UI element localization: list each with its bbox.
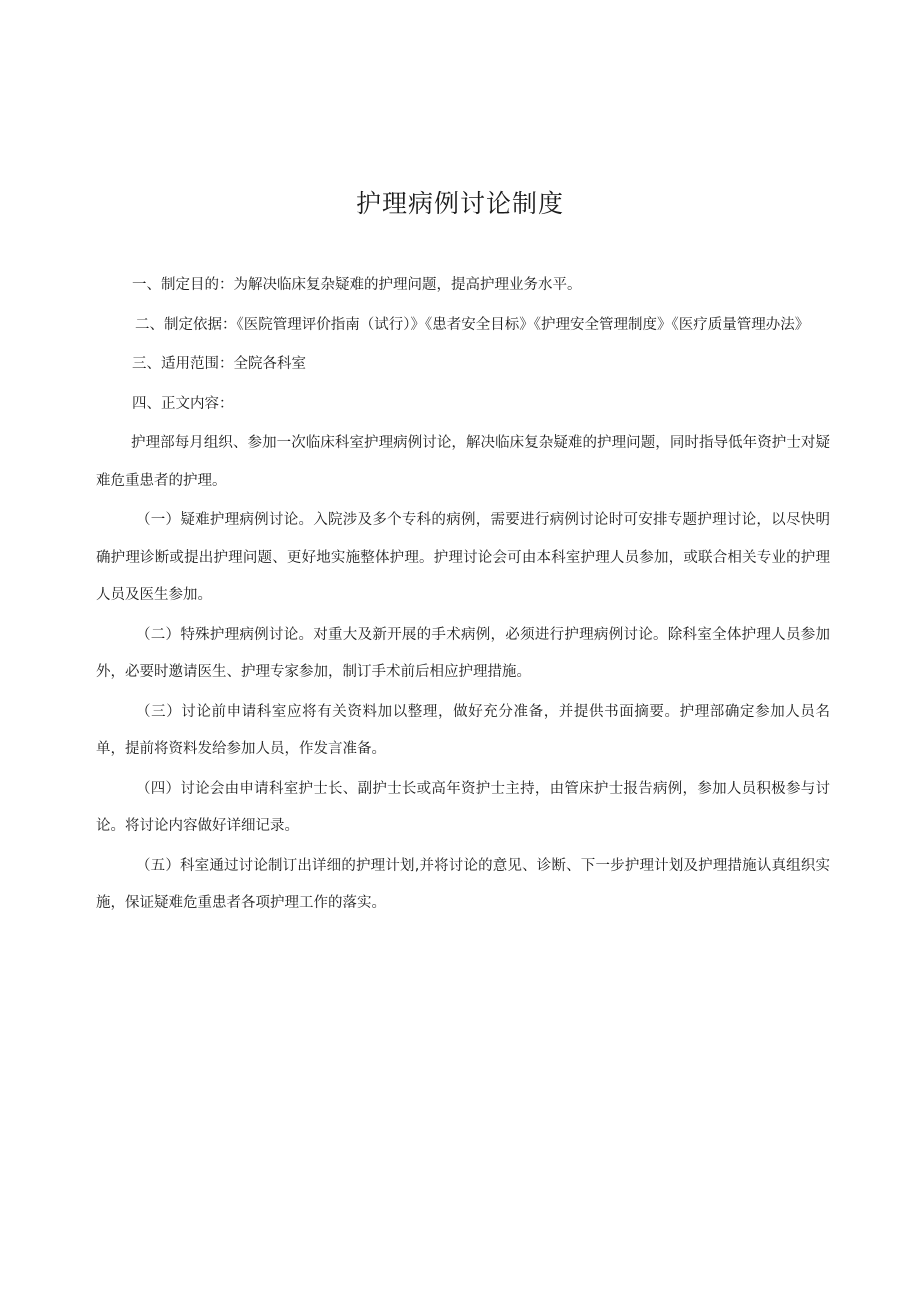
item-paragraph-1: （一）疑难护理病例讨论。入院涉及多个专科的病例，需要进行病例讨论时可安排专题护理讨论，以尽快明确护理诊断或提出护理问题、更好地实施整体护理。护理讨论会可由本科室护理人员参加，或联合相关专业的护理人员及医生参加。 <box>96 512 830 603</box>
item-paragraph-3: （三）讨论前申请科室应将有关资料加以整理，做好充分准备，并提供书面摘要。护理部确定参加人员名单，提前将资料发给参加人员，作发言准备。 <box>96 703 830 757</box>
document-body <box>96 267 830 925</box>
section-scope: 三、适用范围：全院各科室 <box>132 356 306 372</box>
item-paragraph-5: （五）科室通过讨论制订出详细的护理计划,并将讨论的意见、诊断、下一步护理计划及护理措施认真组织实施，保证疑难危重患者各项护理工作的落实。 <box>96 857 830 911</box>
intro-paragraph: 护理部每月组织、参加一次临床科室护理病例讨论，解决临床复杂疑难的护理问题，同时指导低年资护士对疑难危重患者的护理。 <box>96 435 830 489</box>
item-paragraph-4: （四）讨论会由申请科室护士长、副护士长或高年资护士主持，由管床护士报告病例，参加人员积极参与讨论。将讨论内容做好详细记录。 <box>96 780 830 834</box>
document-title: 护理病例讨论制度 <box>355 189 564 218</box>
section-content-heading: 四、正文内容： <box>132 395 234 412</box>
item-paragraph-2: （二）特殊护理病例讨论。对重大及新开展的手术病例，必须进行护理病例讨论。除科室全体护理人员参加外，必要时邀请医生、护理专家参加，制订手术前后相应护理措施。 <box>96 626 830 680</box>
section-purpose: 一、制定目的：为解决临床复杂疑难的护理问题，提高护理业务水平。 <box>132 277 582 293</box>
section-basis: 二、制定依据：《医院管理评价指南（试行）》《患者安全目标》《护理安全管理制度》《医疗质量管理办法》 <box>135 316 810 333</box>
